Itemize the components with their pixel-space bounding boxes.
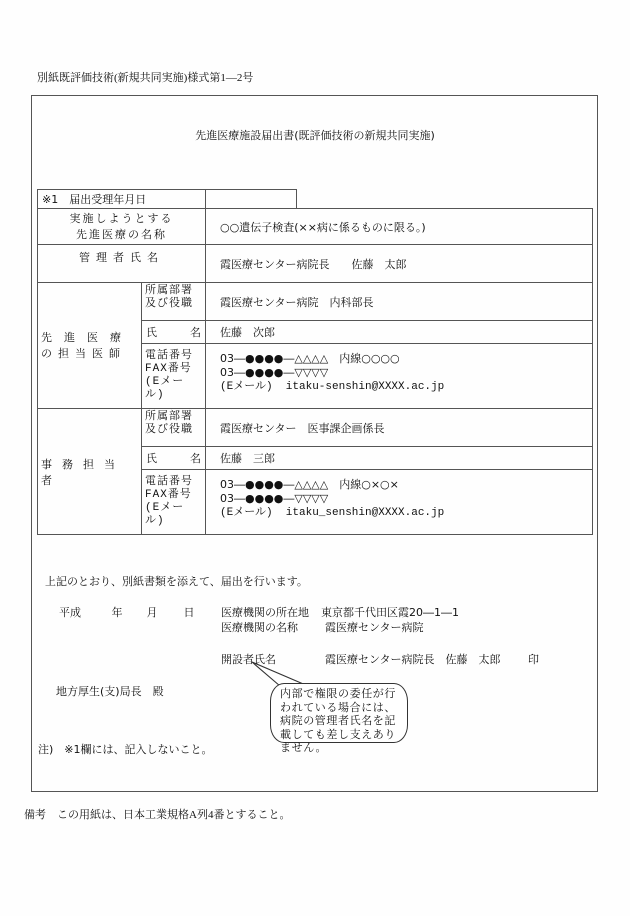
clerk-email-label: (Eメール) bbox=[145, 502, 185, 527]
founder-label: 開設者氏名 bbox=[221, 653, 276, 666]
institution-address-label: 医療機関の所在地 bbox=[221, 606, 309, 619]
doctor-dept-label bbox=[141, 282, 206, 321]
institution-name-label: 医療機関の名称 bbox=[221, 621, 298, 634]
receipt-date-field[interactable] bbox=[205, 189, 297, 209]
callout-bubble: 内部で権限の委任が行われている場合には、病院の管理者氏名を記載しても差し支えありません。 bbox=[270, 683, 408, 743]
doctor-email: itaku-senshin@XXXX.ac.jp bbox=[285, 381, 445, 393]
footnote: 注) ※1欄には、記入しないこと。 bbox=[38, 743, 213, 756]
clerk-dept-label-line1: 所属部署 bbox=[145, 411, 193, 423]
doctor-phone: 03―●●●●―△△△△ 内線○○○○ bbox=[220, 352, 400, 365]
clerk-name-value: 佐藤 三郎 bbox=[205, 446, 593, 470]
doctor-contact-value bbox=[205, 343, 593, 409]
doctor-name-label bbox=[141, 320, 206, 344]
administrator-value: 霞医療センター病院長 佐藤 太郎 bbox=[205, 244, 593, 283]
technology-name-label-line2: 先進医療の名称 bbox=[76, 227, 167, 241]
clerk-dept-label bbox=[141, 408, 206, 447]
receipt-date-label: ※1 届出受理年月日 bbox=[37, 189, 206, 209]
submission-date bbox=[59, 604, 207, 620]
doctor-label-line2: の担当医師 bbox=[41, 346, 126, 360]
doctor-email-label: (Eメール) bbox=[145, 376, 185, 401]
document-title: 先進医療施設届出書(既評価技術の新規共同実施) bbox=[195, 129, 435, 142]
date-era: 平成 bbox=[59, 606, 81, 619]
clerk-fax-label: FAX番号 bbox=[145, 489, 192, 501]
clerk-fax: 03―●●●●―▽▽▽▽ bbox=[220, 492, 329, 505]
institution-name: 霞医療センター病院 bbox=[325, 621, 424, 634]
founder-name: 霞医療センター病院長 佐藤 太郎 bbox=[325, 653, 501, 666]
clerk-contact-label bbox=[141, 469, 206, 535]
technology-name-label-line1: 実施しようとする bbox=[69, 211, 174, 225]
institution-address: 東京都千代田区霞20―1―1 bbox=[321, 606, 459, 619]
doctor-email-prefix: (Eメール) bbox=[220, 381, 273, 393]
clerk-dept-label-line2: 及び役職 bbox=[145, 424, 193, 436]
seal-mark: 印 bbox=[528, 653, 539, 666]
clerk-label: 事務担当者 bbox=[37, 408, 142, 535]
clerk-name-label-b: 名 bbox=[190, 452, 201, 465]
date-year: 年 bbox=[111, 606, 123, 619]
technology-name-value: ○○遺伝子検査(××病に係るものに限る。) bbox=[205, 208, 593, 245]
doctor-contact-label bbox=[141, 343, 206, 409]
remark: 備考 この用紙は、日本工業規格A列4番とすること。 bbox=[24, 809, 291, 821]
doctor-dept-label-line1: 所属部署 bbox=[145, 285, 193, 297]
doctor-name-label-b: 名 bbox=[190, 326, 201, 339]
doctor-dept-value: 霞医療センター病院 内科部長 bbox=[205, 282, 593, 321]
doctor-phone-label: 電話番号 bbox=[145, 350, 193, 362]
doctor-fax-label: FAX番号 bbox=[145, 363, 192, 375]
clerk-email-prefix: (Eメール) bbox=[220, 507, 273, 519]
clerk-contact-value bbox=[205, 469, 593, 535]
doctor-label bbox=[37, 282, 142, 409]
clerk-email: itaku_senshin@XXXX.ac.jp bbox=[285, 507, 445, 519]
date-month: 月 bbox=[146, 606, 158, 619]
administrator-label: 管理者氏名 bbox=[37, 244, 206, 283]
date-day: 日 bbox=[183, 606, 195, 619]
clerk-name-label bbox=[141, 446, 206, 470]
clerk-phone-label: 電話番号 bbox=[145, 476, 193, 488]
clerk-dept-value: 霞医療センター 医事課企画係長 bbox=[205, 408, 593, 447]
addressee: 地方厚生(支)局長 殿 bbox=[56, 685, 164, 698]
doctor-label-line1: 先進医療 bbox=[41, 330, 133, 344]
doctor-fax: 03―●●●●―▽▽▽▽ bbox=[220, 366, 329, 379]
form-number: 別紙既評価技術(新規共同実施)様式第1―2号 bbox=[37, 72, 254, 84]
doctor-name-label-a: 氏 bbox=[146, 326, 157, 339]
doctor-dept-label-line2: 及び役職 bbox=[145, 298, 193, 310]
clerk-name-label-a: 氏 bbox=[146, 452, 157, 465]
technology-name-label bbox=[37, 208, 206, 245]
clerk-phone: 03―●●●●―△△△△ 内線○×○× bbox=[220, 478, 399, 491]
declaration-text: 上記のとおり、別紙書類を添えて、届出を行います。 bbox=[45, 575, 308, 588]
doctor-name-value: 佐藤 次郎 bbox=[205, 320, 593, 344]
